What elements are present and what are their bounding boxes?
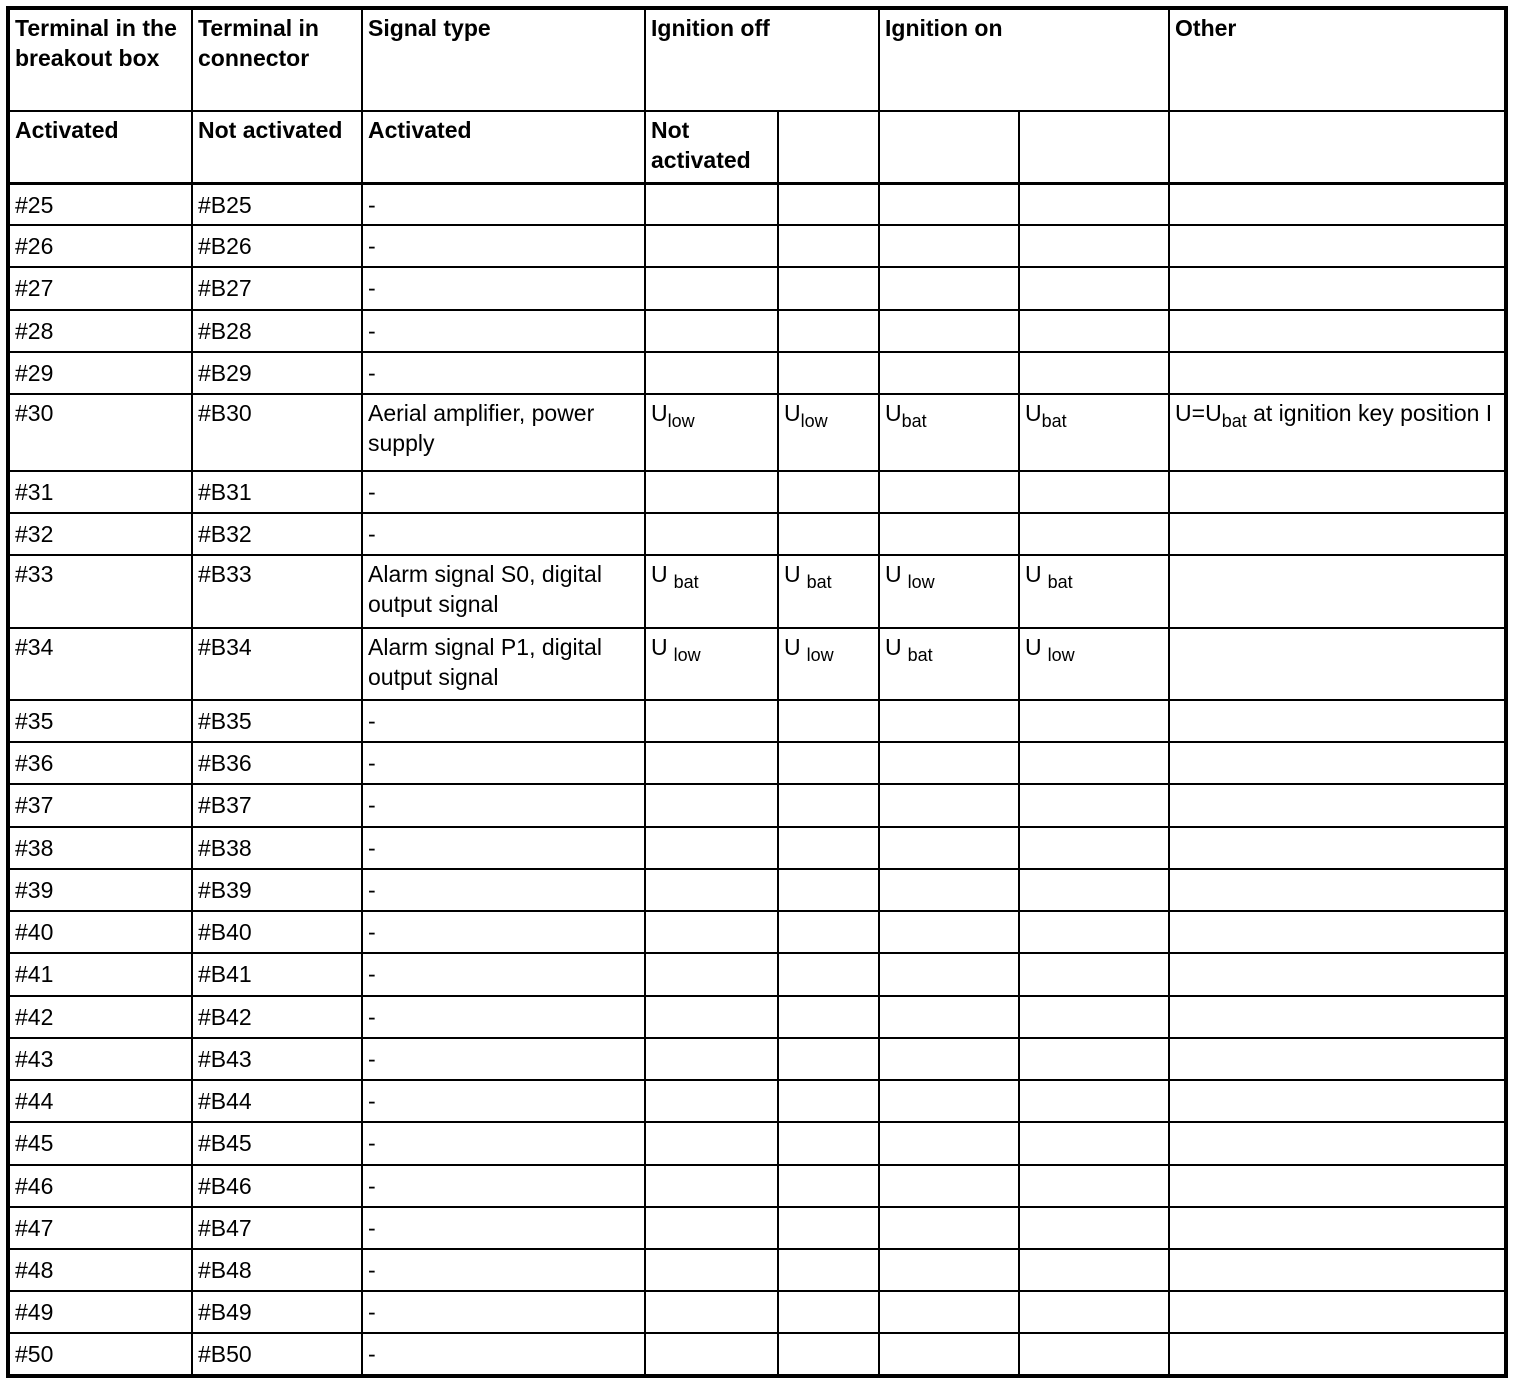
table-row: [8, 1122, 1506, 1164]
voltage-cell-1: [645, 742, 778, 784]
connector-cell: #B43: [192, 1038, 362, 1080]
voltage-cell-2: [778, 267, 879, 309]
voltage-cell-3: [879, 700, 1019, 742]
table-row: [8, 996, 1506, 1038]
voltage-cell-1: [645, 1122, 778, 1164]
terminal-cell: #40: [8, 911, 192, 953]
signal-type-cell: Alarm signal P1, digital output signal: [362, 628, 645, 700]
connector-cell: #B47: [192, 1207, 362, 1249]
connector-cell: #B36: [192, 742, 362, 784]
voltage-symbol: U: [1025, 400, 1042, 427]
voltage-cell-4: [1019, 310, 1169, 352]
connector-cell: #B32: [192, 513, 362, 555]
voltage-cell-3: [879, 267, 1019, 309]
signal-type-cell: -: [362, 911, 645, 953]
connector-cell: #B35: [192, 700, 362, 742]
other-cell: [1169, 628, 1506, 700]
voltage-symbol: U: [1025, 633, 1042, 660]
voltage-cell-3: [879, 1165, 1019, 1207]
connector-cell: #B29: [192, 352, 362, 394]
table-row: [8, 700, 1506, 742]
voltage-symbol: U: [885, 400, 902, 427]
voltage-cell-4: [1019, 784, 1169, 826]
terminal-cell: #31: [8, 471, 192, 513]
voltage-cell-4: [1019, 827, 1169, 869]
subheader-empty: [1019, 111, 1169, 183]
voltage-symbol: U: [885, 561, 902, 588]
voltage-cell-2: [778, 555, 879, 627]
terminal-cell: #47: [8, 1207, 192, 1249]
voltage-cell-2: [778, 869, 879, 911]
terminal-cell: #36: [8, 742, 192, 784]
terminal-cell: #26: [8, 225, 192, 267]
signal-type-cell: -: [362, 1080, 645, 1122]
voltage-cell-3: [879, 183, 1019, 225]
voltage-cell-3: [879, 1207, 1019, 1249]
voltage-cell-3: [879, 1038, 1019, 1080]
header-other: Other: [1169, 8, 1506, 111]
voltage-cell-3: [879, 827, 1019, 869]
voltage-cell-2: [778, 827, 879, 869]
voltage-cell-1: [645, 911, 778, 953]
voltage-cell-1: [645, 352, 778, 394]
connector-cell: #B42: [192, 996, 362, 1038]
signal-type-cell: -: [362, 996, 645, 1038]
table-row: [8, 183, 1506, 225]
voltage-subscript: low: [806, 644, 834, 665]
table-row: [8, 513, 1506, 555]
voltage-cell-1: [645, 183, 778, 225]
header-row-1: [8, 8, 1506, 111]
voltage-symbol: U: [1025, 561, 1042, 588]
voltage-cell-4: [1019, 1038, 1169, 1080]
voltage-symbol: U: [651, 561, 668, 588]
terminal-cell: #39: [8, 869, 192, 911]
other-cell: [1169, 911, 1506, 953]
table-row: [8, 471, 1506, 513]
voltage-cell-1: [645, 1038, 778, 1080]
other-cell: [1169, 555, 1506, 627]
voltage-cell-4: [1019, 394, 1169, 470]
voltage-cell-2: [778, 784, 879, 826]
voltage-cell-4: [1019, 869, 1169, 911]
voltage-cell-4: [1019, 953, 1169, 995]
table-row: [8, 1333, 1506, 1376]
voltage-cell-4: [1019, 1291, 1169, 1333]
subheader-not-activated-2: Not activated: [645, 111, 778, 183]
other-cell: [1169, 1207, 1506, 1249]
table-row: [8, 1165, 1506, 1207]
table-row: [8, 225, 1506, 267]
signal-type-cell: -: [362, 953, 645, 995]
voltage-cell-3: [879, 1333, 1019, 1376]
voltage-cell-3: [879, 352, 1019, 394]
voltage-cell-3: [879, 555, 1019, 627]
other-cell: [1169, 225, 1506, 267]
other-cell: [1169, 267, 1506, 309]
voltage-symbol: U: [784, 561, 801, 588]
voltage-cell-1: [645, 1249, 778, 1291]
voltage-cell-4: [1019, 1333, 1169, 1376]
signal-type-cell: -: [362, 225, 645, 267]
voltage-cell-3: [879, 394, 1019, 470]
voltage-cell-2: [778, 742, 879, 784]
voltage-subscript: bat: [1041, 411, 1067, 432]
voltage-cell-1: [645, 1165, 778, 1207]
table-row: [8, 1291, 1506, 1333]
other-cell: [1169, 1249, 1506, 1291]
voltage-cell-1: [645, 267, 778, 309]
voltage-symbol: U: [784, 633, 801, 660]
table-row: [8, 394, 1506, 470]
voltage-cell-1: [645, 310, 778, 352]
subheader-activated-1: Activated: [8, 111, 192, 183]
voltage-cell-1: [645, 700, 778, 742]
signal-type-cell: -: [362, 869, 645, 911]
other-cell: [1169, 394, 1506, 470]
voltage-cell-3: [879, 742, 1019, 784]
connector-cell: #B28: [192, 310, 362, 352]
other-cell: [1169, 953, 1506, 995]
voltage-cell-2: [778, 1038, 879, 1080]
voltage-cell-4: [1019, 555, 1169, 627]
signal-type-cell: -: [362, 183, 645, 225]
voltage-cell-4: [1019, 911, 1169, 953]
signal-type-cell: -: [362, 742, 645, 784]
table-row: [8, 1207, 1506, 1249]
voltage-cell-4: [1019, 742, 1169, 784]
voltage-subscript: bat: [673, 572, 699, 593]
connector-cell: #B38: [192, 827, 362, 869]
connector-cell: #B46: [192, 1165, 362, 1207]
other-cell: [1169, 513, 1506, 555]
connector-cell: #B41: [192, 953, 362, 995]
voltage-symbol: U: [651, 400, 668, 427]
voltage-cell-2: [778, 700, 879, 742]
signal-type-cell: -: [362, 267, 645, 309]
table-row: [8, 352, 1506, 394]
voltage-cell-3: [879, 471, 1019, 513]
voltage-cell-3: [879, 1291, 1019, 1333]
terminal-cell: #34: [8, 628, 192, 700]
header-terminal-breakout-box: Terminal in the breakout box: [8, 8, 192, 111]
voltage-cell-3: [879, 784, 1019, 826]
voltage-cell-2: [778, 1291, 879, 1333]
header-ignition-off: Ignition off: [645, 8, 879, 111]
table-row: [8, 953, 1506, 995]
voltage-cell-2: [778, 1080, 879, 1122]
voltage-cell-4: [1019, 1122, 1169, 1164]
signal-type-cell: -: [362, 1333, 645, 1376]
table-row: [8, 1249, 1506, 1291]
voltage-symbol: U: [885, 633, 902, 660]
terminal-cell: #32: [8, 513, 192, 555]
other-text-suffix: at ignition key position I: [1246, 400, 1493, 427]
other-cell: [1169, 827, 1506, 869]
other-cell: [1169, 996, 1506, 1038]
connector-cell: #B44: [192, 1080, 362, 1122]
other-cell: [1169, 1080, 1506, 1122]
other-cell: [1169, 700, 1506, 742]
voltage-cell-1: [645, 471, 778, 513]
voltage-cell-1: [645, 628, 778, 700]
other-cell: [1169, 1165, 1506, 1207]
other-cell: [1169, 742, 1506, 784]
signal-type-cell: -: [362, 1038, 645, 1080]
other-cell: [1169, 1333, 1506, 1376]
terminal-cell: #27: [8, 267, 192, 309]
voltage-cell-4: [1019, 1207, 1169, 1249]
voltage-cell-1: [645, 869, 778, 911]
voltage-cell-4: [1019, 1165, 1169, 1207]
table-row: [8, 742, 1506, 784]
voltage-cell-1: [645, 1207, 778, 1249]
connector-cell: #B39: [192, 869, 362, 911]
other-cell: [1169, 1038, 1506, 1080]
voltage-cell-3: [879, 1122, 1019, 1164]
table-row: [8, 784, 1506, 826]
other-cell: [1169, 352, 1506, 394]
terminal-cell: #44: [8, 1080, 192, 1122]
voltage-subscript: bat: [806, 572, 832, 593]
table-row: [8, 1080, 1506, 1122]
voltage-subscript: low: [667, 411, 695, 432]
terminal-cell: #41: [8, 953, 192, 995]
signal-type-cell: -: [362, 1291, 645, 1333]
voltage-cell-3: [879, 1249, 1019, 1291]
other-cell: [1169, 784, 1506, 826]
terminal-cell: #29: [8, 352, 192, 394]
terminal-cell: #46: [8, 1165, 192, 1207]
other-cell: [1169, 869, 1506, 911]
signal-type-cell: -: [362, 827, 645, 869]
voltage-cell-4: [1019, 1249, 1169, 1291]
voltage-cell-1: [645, 784, 778, 826]
subheader-not-activated-1: Not activated: [192, 111, 362, 183]
signal-type-cell: -: [362, 1249, 645, 1291]
connector-cell: #B50: [192, 1333, 362, 1376]
voltage-cell-2: [778, 1249, 879, 1291]
voltage-cell-2: [778, 1207, 879, 1249]
voltage-cell-1: [645, 394, 778, 470]
terminal-cell: #25: [8, 183, 192, 225]
table-row: [8, 628, 1506, 700]
table-row: [8, 1038, 1506, 1080]
table-row: [8, 555, 1506, 627]
signal-type-cell: -: [362, 352, 645, 394]
voltage-cell-1: [645, 996, 778, 1038]
header-terminal-connector: Terminal in connector: [192, 8, 362, 111]
table-body: [8, 8, 1506, 1376]
terminal-cell: #28: [8, 310, 192, 352]
connector-cell: #B33: [192, 555, 362, 627]
voltage-cell-3: [879, 628, 1019, 700]
connector-cell: #B49: [192, 1291, 362, 1333]
connector-cell: #B25: [192, 183, 362, 225]
subheader-activated-2: Activated: [362, 111, 645, 183]
connector-cell: #B34: [192, 628, 362, 700]
terminal-cell: #33: [8, 555, 192, 627]
voltage-cell-2: [778, 1165, 879, 1207]
voltage-cell-3: [879, 869, 1019, 911]
connector-cell: #B37: [192, 784, 362, 826]
voltage-cell-2: [778, 1122, 879, 1164]
voltage-cell-2: [778, 352, 879, 394]
connector-cell: #B30: [192, 394, 362, 470]
voltage-cell-3: [879, 225, 1019, 267]
terminal-cell: #30: [8, 394, 192, 470]
voltage-symbol: U: [784, 400, 801, 427]
voltage-cell-4: [1019, 513, 1169, 555]
voltage-cell-4: [1019, 352, 1169, 394]
voltage-cell-2: [778, 225, 879, 267]
voltage-cell-4: [1019, 471, 1169, 513]
voltage-subscript: low: [907, 572, 935, 593]
voltage-cell-2: [778, 471, 879, 513]
table-row: [8, 310, 1506, 352]
header-signal-type: Signal type: [362, 8, 645, 111]
terminal-cell: #48: [8, 1249, 192, 1291]
other-text-prefix: U=U: [1175, 400, 1222, 427]
header-row-2: [8, 111, 1506, 183]
other-cell: [1169, 310, 1506, 352]
connector-cell: #B45: [192, 1122, 362, 1164]
voltage-cell-4: [1019, 700, 1169, 742]
terminal-cell: #43: [8, 1038, 192, 1080]
voltage-cell-1: [645, 555, 778, 627]
voltage-cell-1: [645, 953, 778, 995]
signal-type-cell: -: [362, 1122, 645, 1164]
voltage-cell-1: [645, 827, 778, 869]
signal-type-cell: Aerial amplifier, power supply: [362, 394, 645, 470]
other-cell: [1169, 1291, 1506, 1333]
voltage-cell-1: [645, 513, 778, 555]
subheader-empty: [1169, 111, 1506, 183]
voltage-cell-2: [778, 628, 879, 700]
voltage-cell-2: [778, 1333, 879, 1376]
terminal-cell: #35: [8, 700, 192, 742]
connector-cell: #B40: [192, 911, 362, 953]
voltage-cell-2: [778, 183, 879, 225]
voltage-cell-3: [879, 513, 1019, 555]
signal-type-cell: -: [362, 471, 645, 513]
voltage-cell-2: [778, 394, 879, 470]
voltage-cell-1: [645, 225, 778, 267]
connector-cell: #B27: [192, 267, 362, 309]
voltage-subscript: bat: [901, 411, 927, 432]
voltage-cell-4: [1019, 225, 1169, 267]
connector-cell: #B48: [192, 1249, 362, 1291]
voltage-cell-3: [879, 996, 1019, 1038]
voltage-cell-2: [778, 911, 879, 953]
table-row: [8, 827, 1506, 869]
subheader-empty: [879, 111, 1019, 183]
voltage-subscript: low: [673, 644, 701, 665]
table-row: [8, 267, 1506, 309]
terminal-cell: #37: [8, 784, 192, 826]
voltage-cell-3: [879, 1080, 1019, 1122]
voltage-subscript: bat: [907, 644, 933, 665]
signal-type-cell: -: [362, 1165, 645, 1207]
table-row: [8, 869, 1506, 911]
voltage-subscript: bat: [1047, 572, 1073, 593]
voltage-cell-3: [879, 911, 1019, 953]
voltage-cell-1: [645, 1291, 778, 1333]
signal-type-cell: -: [362, 310, 645, 352]
voltage-cell-2: [778, 953, 879, 995]
connector-cell: #B26: [192, 225, 362, 267]
voltage-cell-1: [645, 1333, 778, 1376]
voltage-cell-3: [879, 953, 1019, 995]
other-cell: [1169, 1122, 1506, 1164]
voltage-subscript: low: [1047, 644, 1075, 665]
signal-type-cell: -: [362, 513, 645, 555]
signal-type-cell: -: [362, 700, 645, 742]
connector-cell: #B31: [192, 471, 362, 513]
voltage-cell-2: [778, 996, 879, 1038]
voltage-cell-4: [1019, 267, 1169, 309]
terminal-cell: #45: [8, 1122, 192, 1164]
voltage-symbol: U: [651, 633, 668, 660]
signal-type-cell: -: [362, 784, 645, 826]
voltage-cell-1: [645, 1080, 778, 1122]
voltage-subscript: low: [800, 411, 828, 432]
voltage-cell-4: [1019, 996, 1169, 1038]
terminal-cell: #38: [8, 827, 192, 869]
terminal-cell: #49: [8, 1291, 192, 1333]
voltage-cell-4: [1019, 628, 1169, 700]
terminal-table: [6, 6, 1508, 1378]
voltage-cell-4: [1019, 183, 1169, 225]
other-cell: [1169, 183, 1506, 225]
voltage-cell-2: [778, 310, 879, 352]
other-cell: [1169, 471, 1506, 513]
other-subscript: bat: [1221, 411, 1247, 432]
table-row: [8, 911, 1506, 953]
terminal-cell: #50: [8, 1333, 192, 1376]
signal-type-cell: -: [362, 1207, 645, 1249]
header-ignition-on: Ignition on: [879, 8, 1169, 111]
signal-type-cell: Alarm signal S0, digital output signal: [362, 555, 645, 627]
voltage-cell-4: [1019, 1080, 1169, 1122]
voltage-cell-3: [879, 310, 1019, 352]
voltage-cell-2: [778, 513, 879, 555]
subheader-empty: [778, 111, 879, 183]
terminal-cell: #42: [8, 996, 192, 1038]
